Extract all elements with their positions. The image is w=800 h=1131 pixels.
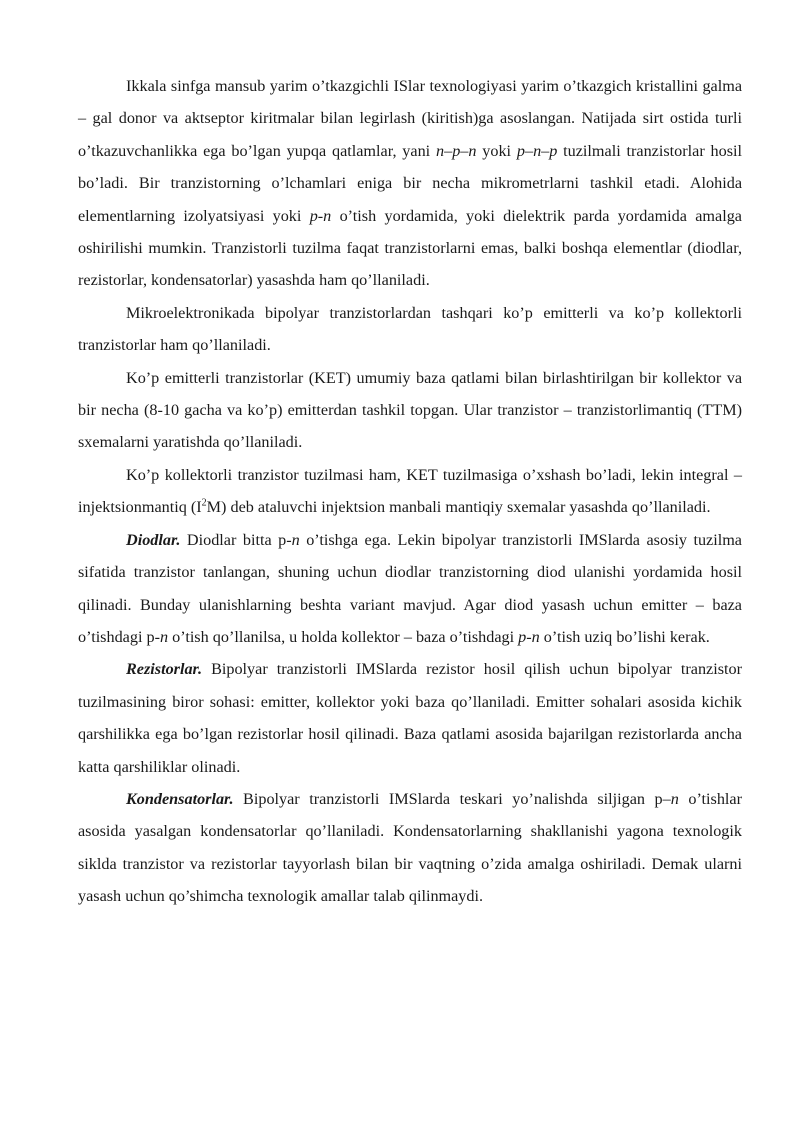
text-run: o’tishga ega. Lekin bipolyar tranzistorli IMSlarda asosiy tuzilma sifatida tranzistor tanlangan, shuning uchun diodlar tranzistorning diod ulanishi yordamida hosil qilinadi. Bunday ulanishlarning beshta variant mavjud. Agar diod yasash uchun emitter – baza o’tishdagi p- [78,530,742,646]
italic-term: n [159,627,169,646]
text-run: Mikroelektronikada bipolyar tranzistorlardan tashqari ko’p emitterli va ko’p kollektorli tranzistorlar ham qo’llaniladi. [78,303,742,355]
italic-term: n–p–n [436,141,477,160]
paragraph-diodes [78,524,742,654]
text-run: Ko’p emitterli tranzistorlar (KET) umumiy baza qatlami bilan birlashtirilgan bir kollektor va bir necha (8-10 gacha va ko’p) emitterdan tashkil topgan. Ular tranzistor – tranzistorlimantiq (TTM) sxemalarni yaratishda qo’llaniladi. [78,368,742,452]
text-run: Ikkala sinfga mansub yarim o’tkazgichli ISlar texnologiyasi yarim o’tkazgich kristallini galma – gal donor va aktseptor kiritmalar bilan legirlash (kiritish)ga asoslangan. Natijada sirt ostida turli o’tkazuvchanlikka ega bo’lgan yupqa qatlamlar, yani [78,77,742,160]
paragraph-multi-collector [78,459,742,524]
text-run: o’tish uziq bo’lishi kerak. [539,627,710,646]
text-run: o’tish yordamida, yoki dielektrik parda yordamida amalga oshirilishi mumkin. Tranzistorli tuzilma faqat tranzistorlarni emas, balki boshqa elementlar (diodlar, rezistorlar, kondensatorlar) yasashda ham qo’llaniladi. [78,206,742,290]
text-run: yoki [476,141,517,160]
document-page [78,70,742,913]
text-run: M) deb ataluvchi injektsion manbali mantiqiy sxemalar yasashda qo’llaniladi. [206,498,711,517]
text-run: Bipolyar tranzistorli IMSlarda rezistor hosil qilish uchun bipolyar tranzistor tuzilmasining biror sohasi: emitter, kollektor yoki baza qo’llaniladi. Emitter sohalari asosida kichik qarshilikka ega bo’lgan rezistorlar hosil qilinadi. Baza qatlami asosida bajarilgan rezistorlarda ancha katta qarshiliklar olinadi. [78,660,742,776]
text-run: Bipolyar tranzistorli IMSlarda teskari yo’nalishda siljigan p– [233,789,671,808]
section-heading: Diodlar. [126,530,181,549]
italic-term: p-n [309,206,332,225]
section-heading: Rezistorlar. [126,660,203,679]
paragraph-ket [78,362,742,459]
paragraph-multi-transistors [78,297,742,362]
paragraph-ic-technology [78,70,742,297]
text-run: Diodlar bitta p- [180,530,292,549]
text-run: Ko’p kollektorli tranzistor tuzilmasi ham, KET tuzilmasiga o’xshash bo’ladi, lekin integral – injektsionmantiq (I [78,465,742,517]
paragraph-capacitors [78,783,742,913]
italic-term: n [670,789,679,808]
superscript: 2 [201,497,207,509]
text-run: o’tishlar asosida yasalgan kondensatorlar qo’llaniladi. Kondensatorlarning shakllanishi yagona texnologik siklda tranzistor va rezistorlar tayyorlash bilan bir vaqtning o’zida amalga oshiriladi. Demak ularni yasash uchun qo’shimcha texnologik amallar talab qilinmaydi. [78,789,743,906]
italic-term: p-n [518,627,540,646]
italic-term: n [291,530,300,549]
paragraph-resistors [78,653,742,783]
text-run: o’tish qo’llanilsa, u holda kollektor – baza o’tishdagi [168,627,519,646]
italic-term: p–n–p [516,141,558,160]
section-heading: Kondensatorlar. [126,789,234,808]
text-run: tuzilmali tranzistorlar hosil bo’ladi. Bir tranzistorning o’lchamlari eniga bir necha mikrometrlarni tashkil etadi. Alohida elementlarning izolyatsiyasi yoki [78,141,743,225]
